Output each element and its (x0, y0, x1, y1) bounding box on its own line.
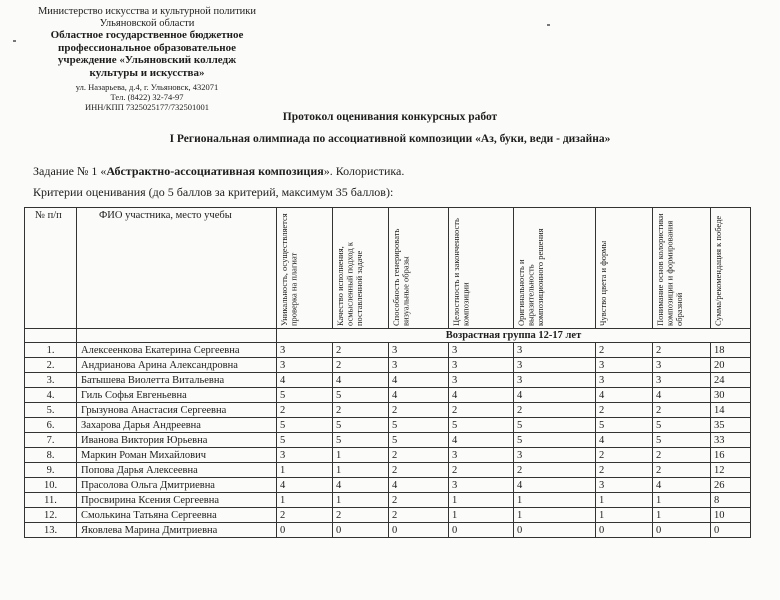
score-cell: 5 (449, 418, 514, 433)
org-phone: Тел. (8422) 32-74-97 (110, 92, 184, 102)
header-criterion-label: Способность генерировать визуальные образы (391, 228, 411, 326)
score-cell: 3 (653, 373, 711, 388)
total-cell: 20 (711, 358, 751, 373)
table-header-row (25, 208, 751, 329)
organization-header (22, 6, 272, 112)
participant-name: Иванова Виктория Юрьевна (77, 433, 277, 448)
score-cell: 5 (389, 433, 449, 448)
score-cell: 3 (449, 373, 514, 388)
criteria-note: Критерии оценивания (до 5 баллов за критерий, максимум 35 баллов): (33, 185, 394, 199)
total-cell: 12 (711, 463, 751, 478)
score-cell: 3 (653, 358, 711, 373)
total-cell: 33 (711, 433, 751, 448)
participant-name: Алексеенкова Екатерина Сергеевна (77, 343, 277, 358)
document-title: Протокол оценивания конкурсных работ (282, 111, 498, 123)
table-row (25, 493, 751, 508)
score-cell: 2 (333, 508, 389, 523)
score-cell: 1 (653, 508, 711, 523)
participant-name: Захарова Дарья Андреевна (77, 418, 277, 433)
score-cell: 3 (277, 343, 333, 358)
participant-name: Батышева Виолетта Витальевна (77, 373, 277, 388)
score-cell: 4 (653, 478, 711, 493)
score-cell: 5 (653, 418, 711, 433)
score-cell: 1 (596, 493, 653, 508)
age-group-row (25, 329, 751, 343)
org-name-line: культуры и искусства» (89, 66, 205, 79)
score-cell: 0 (333, 523, 389, 538)
score-cell: 5 (277, 433, 333, 448)
score-cell: 2 (596, 448, 653, 463)
header-criterion (449, 208, 514, 329)
score-cell: 1 (449, 493, 514, 508)
header-num: № п/п (25, 208, 77, 329)
total-cell: 24 (711, 373, 751, 388)
score-cell: 2 (514, 403, 596, 418)
score-cell: 3 (389, 343, 449, 358)
table-row (25, 448, 751, 463)
org-address: ул. Назарьева, д.4, г. Ульяновск, 432071 (75, 82, 219, 92)
table-row (25, 463, 751, 478)
score-cell: 4 (277, 373, 333, 388)
score-cell: 5 (277, 418, 333, 433)
score-cell: 4 (277, 478, 333, 493)
score-cell: 4 (653, 388, 711, 403)
score-cell: 0 (277, 523, 333, 538)
region-line: Ульяновской области (99, 17, 195, 29)
score-cell: 4 (333, 373, 389, 388)
score-cell: 2 (277, 508, 333, 523)
participant-name: Яковлева Марина Дмитриевна (77, 523, 277, 538)
score-cell: 4 (449, 388, 514, 403)
score-cell: 2 (514, 463, 596, 478)
score-cell: 4 (333, 478, 389, 493)
score-cell: 5 (514, 433, 596, 448)
score-cell: 1 (333, 448, 389, 463)
total-cell: 35 (711, 418, 751, 433)
score-cell: 4 (389, 373, 449, 388)
score-cell: 2 (653, 463, 711, 478)
score-cell: 2 (277, 403, 333, 418)
task-suffix: ». Колористика. (323, 164, 405, 178)
row-num: 1. (25, 343, 77, 358)
participant-name: Смолькина Татьяна Сергеевна (77, 508, 277, 523)
row-num: 10. (25, 478, 77, 493)
score-cell: 4 (514, 478, 596, 493)
participant-name: Грызунова Анастасия Сергеевна (77, 403, 277, 418)
header-criterion (333, 208, 389, 329)
score-cell: 5 (277, 388, 333, 403)
score-cell: 1 (514, 493, 596, 508)
total-cell: 26 (711, 478, 751, 493)
score-cell: 3 (277, 448, 333, 463)
table-row (25, 508, 751, 523)
scores-table (24, 207, 751, 538)
score-cell: 5 (514, 418, 596, 433)
score-cell: 2 (389, 448, 449, 463)
total-cell: 0 (711, 523, 751, 538)
group-spacer (25, 329, 77, 343)
score-cell: 3 (596, 373, 653, 388)
header-criterion (389, 208, 449, 329)
participant-name: Маркин Роман Михайлович (77, 448, 277, 463)
score-cell: 1 (514, 508, 596, 523)
row-num: 5. (25, 403, 77, 418)
task-prefix: Задание № 1 « (33, 164, 107, 178)
table-row (25, 403, 751, 418)
row-num: 2. (25, 358, 77, 373)
score-cell: 3 (449, 478, 514, 493)
total-cell: 18 (711, 343, 751, 358)
score-cell: 0 (653, 523, 711, 538)
header-total (711, 208, 751, 329)
org-name-line: Областное государственное бюджетное (50, 29, 244, 41)
participant-name: Попова Дарья Алексеевна (77, 463, 277, 478)
score-cell: 5 (333, 388, 389, 403)
score-cell: 3 (449, 343, 514, 358)
table-row (25, 358, 751, 373)
participant-name: Андрианова Арина Александровна (77, 358, 277, 373)
score-cell: 3 (514, 358, 596, 373)
row-num: 8. (25, 448, 77, 463)
score-cell: 5 (389, 418, 449, 433)
score-cell: 4 (389, 388, 449, 403)
task-name: Абстрактно-ассоциативная композиция (106, 164, 324, 178)
score-cell: 3 (449, 448, 514, 463)
score-cell: 2 (389, 508, 449, 523)
score-cell: 3 (514, 343, 596, 358)
age-group-label: Возрастная группа 12-17 лет (277, 329, 751, 343)
score-cell: 1 (277, 493, 333, 508)
org-inn: ИНН/КПП 7325025177/732501001 (85, 102, 209, 112)
header-criterion-label: Целостность и законченность композиции (451, 218, 471, 326)
header-criterion-label: Уникальность, осуществляется проверка на плагиат (279, 213, 299, 326)
score-cell: 1 (449, 508, 514, 523)
score-cell: 4 (449, 433, 514, 448)
row-num: 4. (25, 388, 77, 403)
scan-speck (547, 24, 550, 26)
table-row (25, 523, 751, 538)
row-num: 12. (25, 508, 77, 523)
task-line (33, 164, 404, 179)
score-cell: 3 (514, 373, 596, 388)
score-cell: 5 (653, 433, 711, 448)
score-cell: 2 (449, 463, 514, 478)
score-cell: 4 (596, 433, 653, 448)
score-cell: 2 (596, 403, 653, 418)
score-cell: 2 (389, 403, 449, 418)
org-name-line: профессиональное образовательное (58, 41, 236, 54)
score-cell: 4 (596, 388, 653, 403)
header-criterion (514, 208, 596, 329)
score-cell: 3 (449, 358, 514, 373)
scan-speck (13, 40, 16, 42)
score-cell: 2 (333, 358, 389, 373)
score-cell: 2 (449, 403, 514, 418)
row-num: 3. (25, 373, 77, 388)
participant-name: Прасолова Ольга Дмитриевна (77, 478, 277, 493)
table-row (25, 343, 751, 358)
score-cell: 1 (596, 508, 653, 523)
score-cell: 2 (653, 448, 711, 463)
table-row (25, 433, 751, 448)
score-cell: 2 (333, 343, 389, 358)
table-row (25, 388, 751, 403)
total-cell: 8 (711, 493, 751, 508)
document-subtitle: I Региональная олимпиада по ассоциативной композиции «Аз, буки, веди - дизайна» (169, 133, 611, 145)
score-cell: 1 (333, 493, 389, 508)
row-num: 9. (25, 463, 77, 478)
score-cell: 3 (596, 478, 653, 493)
score-cell: 0 (514, 523, 596, 538)
score-cell: 2 (596, 343, 653, 358)
header-criterion-label: Оригинальность и выразительность композиционного решения (516, 228, 545, 326)
header-criterion-label: Понимание основ колористики композиции и формирования образной (655, 213, 684, 326)
score-cell: 5 (333, 433, 389, 448)
score-cell: 4 (389, 478, 449, 493)
row-num: 7. (25, 433, 77, 448)
score-cell: 3 (389, 358, 449, 373)
total-cell: 30 (711, 388, 751, 403)
header-criterion-label: Чувство цвета и формы (598, 240, 608, 326)
header-name: ФИО участника, место учебы (77, 208, 277, 329)
total-cell: 14 (711, 403, 751, 418)
total-cell: 16 (711, 448, 751, 463)
score-cell: 3 (596, 358, 653, 373)
score-cell: 2 (389, 463, 449, 478)
table-row (25, 478, 751, 493)
total-cell: 10 (711, 508, 751, 523)
participant-name: Гиль Софья Евгеньевна (77, 388, 277, 403)
score-cell: 1 (333, 463, 389, 478)
score-cell: 2 (389, 493, 449, 508)
score-cell: 3 (514, 448, 596, 463)
header-criterion-label: Качество исполнения, осмысленный подход к поставленной задаче (335, 242, 364, 326)
table-row (25, 373, 751, 388)
header-criterion (277, 208, 333, 329)
header-criterion (653, 208, 711, 329)
header-criterion (596, 208, 653, 329)
row-num: 11. (25, 493, 77, 508)
score-cell: 3 (277, 358, 333, 373)
row-num: 13. (25, 523, 77, 538)
score-cell: 0 (389, 523, 449, 538)
org-name-line: учреждение «Ульяновский колледж (57, 54, 237, 66)
group-spacer (77, 329, 277, 343)
score-cell: 1 (653, 493, 711, 508)
score-cell: 0 (596, 523, 653, 538)
row-num: 6. (25, 418, 77, 433)
header-total-label: Сумма/рекомендация к победе (713, 215, 723, 326)
score-cell: 2 (653, 343, 711, 358)
score-cell: 5 (596, 418, 653, 433)
score-cell: 5 (333, 418, 389, 433)
score-cell: 0 (449, 523, 514, 538)
table-row (25, 418, 751, 433)
score-cell: 1 (277, 463, 333, 478)
score-cell: 2 (596, 463, 653, 478)
score-cell: 4 (514, 388, 596, 403)
participant-name: Просвирина Ксения Сергеевна (77, 493, 277, 508)
score-cell: 2 (333, 403, 389, 418)
ministry-line: Министерство искусства и культурной политики (37, 6, 257, 17)
score-cell: 2 (653, 403, 711, 418)
